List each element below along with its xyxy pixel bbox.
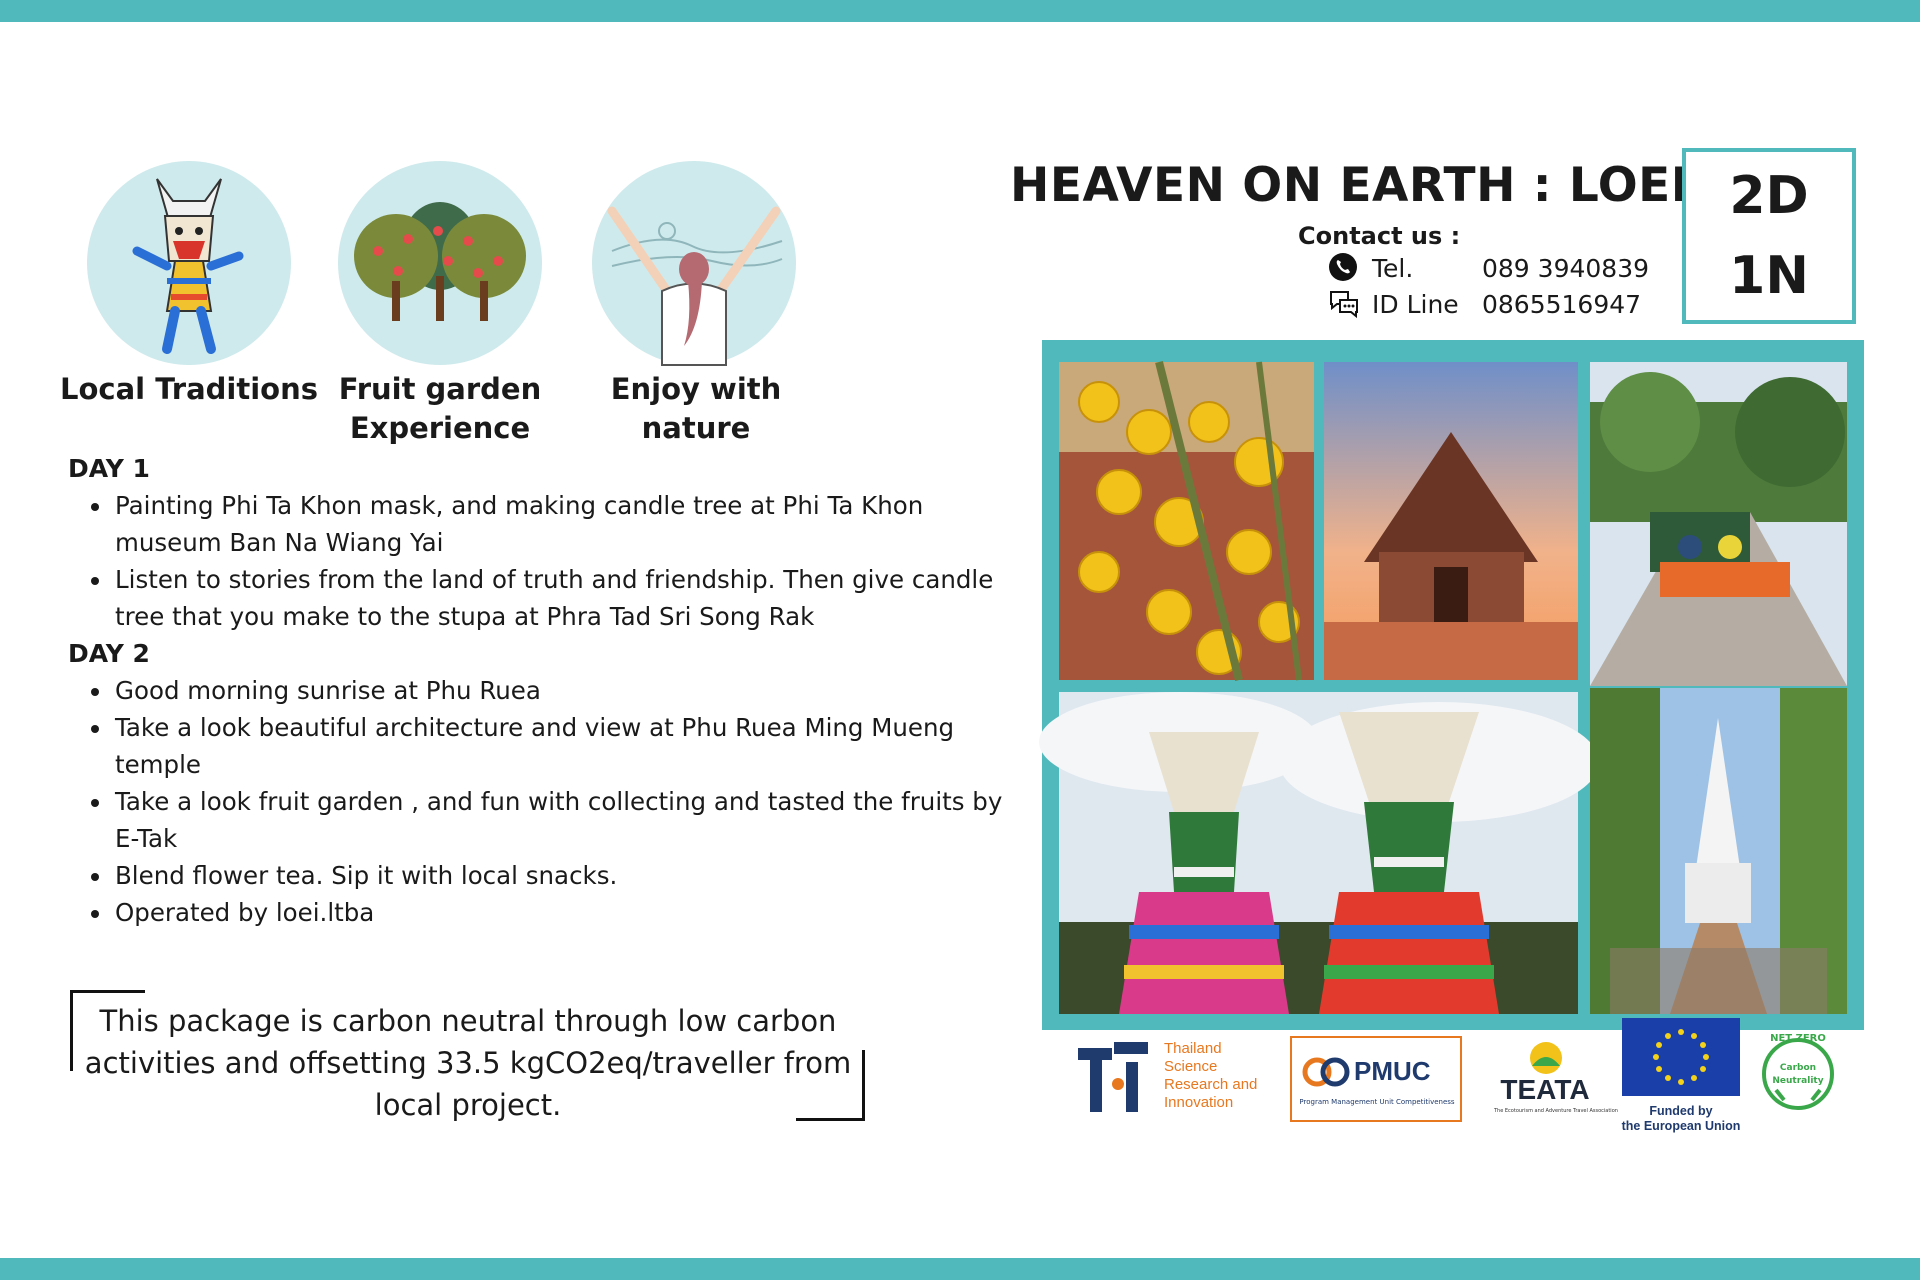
photo-collage (1042, 340, 1864, 1030)
fruit-trees-icon (338, 161, 542, 365)
itinerary (68, 450, 1028, 931)
phi-ta-khon-festival-photo (1059, 692, 1578, 1014)
page-title: HEAVEN ON EARTH : LOEI (1010, 158, 1689, 213)
list-item: • Painting Phi Ta Khon mask, and making candle tree at Phi Ta Khon museum Ban Na Wiang Yai (113, 487, 1028, 561)
duration-badge (1682, 148, 1856, 324)
white-stupa-photo (1590, 688, 1847, 1014)
eu-logo (1620, 1018, 1742, 1138)
duration-nights: 1N (1729, 246, 1809, 306)
list-item: • Good morning sunrise at Phu Ruea (113, 672, 1028, 709)
feature-label-nature: Enjoy with nature (610, 372, 782, 445)
phone-number[interactable]: 089 3940839 (1482, 254, 1650, 283)
day2-list (68, 672, 1028, 931)
bottom-accent-band (0, 1258, 1920, 1280)
teata-name: TEATA (1500, 1074, 1590, 1105)
contact-line-row (1328, 288, 1641, 324)
tsri-logo (1078, 1040, 1278, 1120)
temple-sunset-photo (1324, 362, 1578, 680)
teata-logo (1494, 1038, 1618, 1118)
phone-label: Tel. (1372, 254, 1414, 283)
teata-subtitle: The Ecotourism and Adventure Travel Association (1494, 1108, 1618, 1114)
list-item: • Take a look fruit garden , and fun with collecting and tasted the fruits by E-Tak (113, 783, 1028, 857)
list-item: • Blend flower tea. Sip it with local snacks. (113, 857, 1028, 894)
tsri-text: Innovation (1164, 1094, 1234, 1111)
net-zero-text: Carbon (1779, 1063, 1817, 1073)
line-id[interactable]: 0865516947 (1482, 290, 1642, 319)
carbon-statement: This package is carbon neutral through low carbon activities and offsetting 33.5 kgCO2eq/traveller from local project. (84, 1004, 852, 1122)
line-label: ID Line (1372, 290, 1459, 319)
duration-days: 2D (1729, 166, 1809, 226)
phone-icon (1328, 252, 1364, 288)
e-tak-vehicle-photo (1590, 362, 1847, 686)
candle-tree-photo (1059, 362, 1314, 680)
traveler-arms-up-icon (592, 161, 796, 365)
list-item: • Operated by loei.ltba (113, 894, 1028, 931)
feature-label-line: Experience (349, 411, 531, 445)
contact-heading: Contact us : (1298, 222, 1461, 250)
day1-list (68, 487, 1028, 635)
day2-heading: DAY 2 (68, 639, 150, 668)
feature-label-local-traditions: Local Traditions (60, 372, 318, 406)
top-accent-band (0, 0, 1920, 22)
tsri-text: Thailand (1164, 1040, 1222, 1057)
list-item: • Take a look beautiful architecture and view at Phu Ruea Ming Mueng temple (113, 709, 1028, 783)
contact-phone-row (1328, 252, 1649, 288)
list-item: • Listen to stories from the land of truth and friendship. Then give candle tree that you make to the stupa at Phra Tad Sri Song Rak (113, 561, 1028, 635)
net-zero-text: Neutrality (1772, 1076, 1824, 1086)
eu-text: the European Union (1621, 1119, 1741, 1133)
pmuc-logo (1290, 1036, 1462, 1122)
pmuc-subtitle: Program Management Unit Competitiveness (1299, 1098, 1455, 1106)
feature-label-line: Fruit garden (338, 372, 542, 406)
chat-icon (1328, 288, 1364, 324)
eu-text: Funded by (1649, 1104, 1713, 1118)
tsri-text: Science (1164, 1058, 1218, 1075)
day1-heading: DAY 1 (68, 454, 150, 483)
net-zero-logo (1756, 1030, 1846, 1114)
feature-label-fruit-garden (320, 370, 560, 448)
pmuc-name: PMUC (1354, 1056, 1431, 1086)
net-zero-top: NET ZERO (1770, 1033, 1826, 1044)
phi-ta-khon-icon (87, 161, 291, 365)
tsri-text: Research and (1164, 1076, 1258, 1093)
